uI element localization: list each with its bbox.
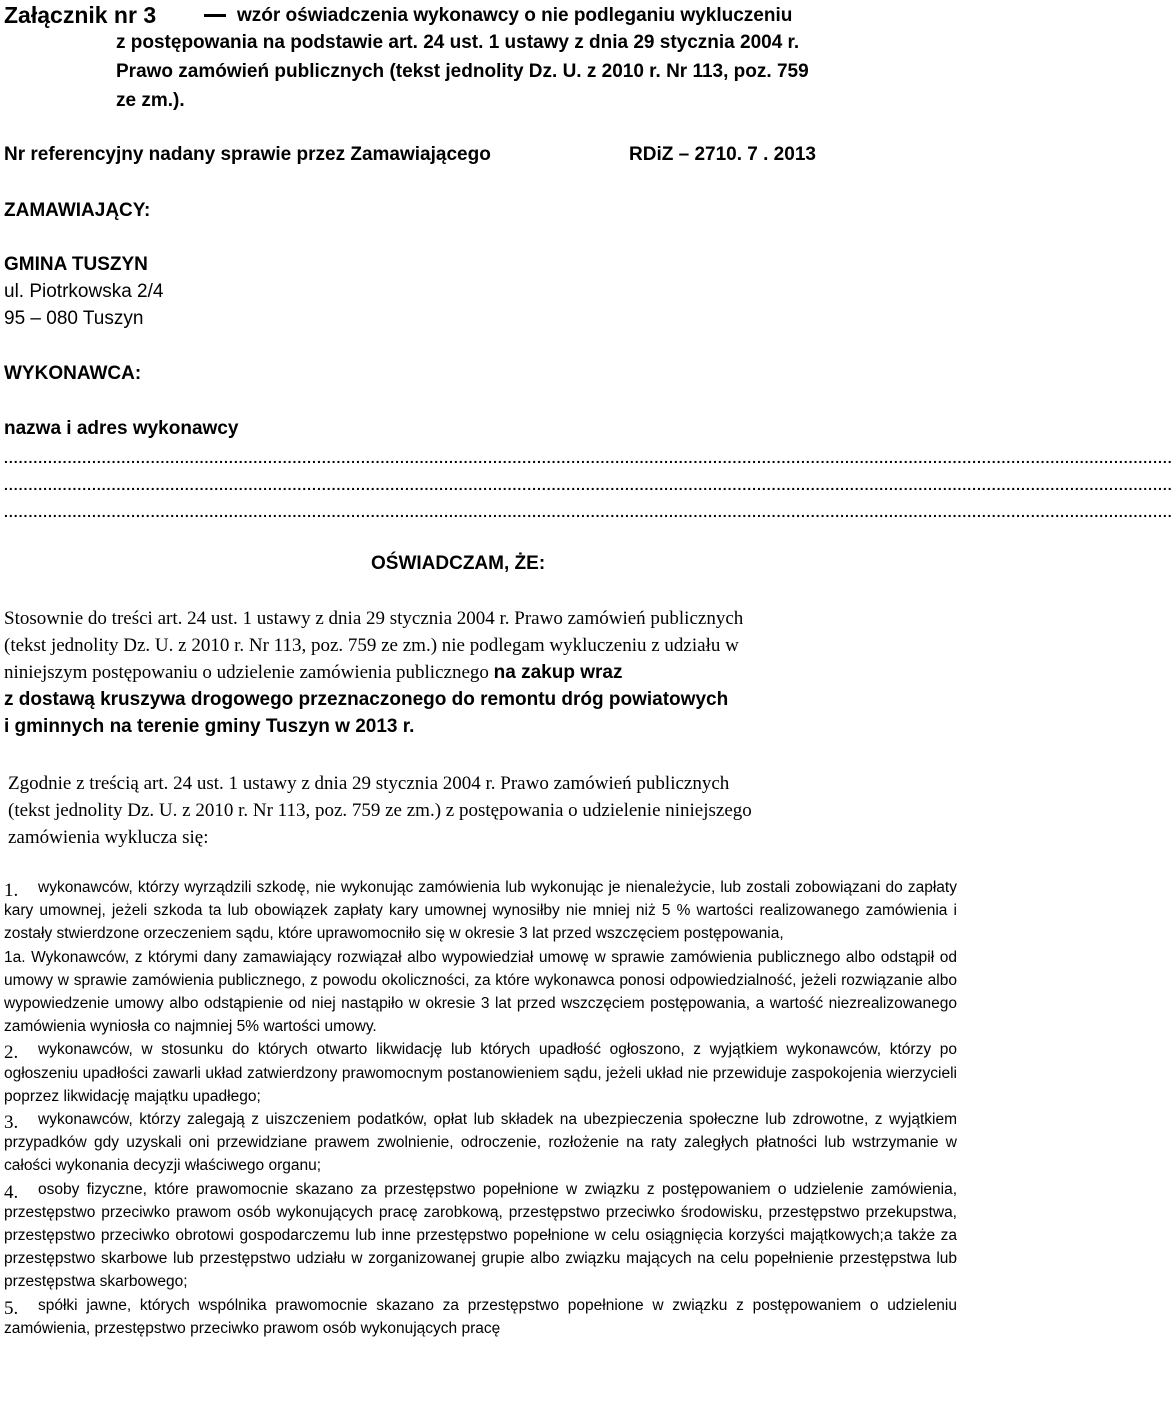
law-intro-line-3: zamówienia wyklucza się: bbox=[8, 827, 209, 848]
list-item-text: wykonawców, w stosunku do których otwarto likwidację lub których upadłość ogłoszono, z wyjątkiem wykonawców, którzy po ogłoszeniu upadłości zawarli układ zatwierdzony prawomocnym postanowieniem sądu, jeżeli układ nie przewiduje zaspokojenia wierzycieli poprzez likwidację majątku upadłego; bbox=[4, 1041, 957, 1105]
list-item-number: 1. bbox=[4, 880, 19, 901]
contractor-dotted-line-3: ............................................................................................................................................................................................................................................... bbox=[4, 504, 1173, 520]
list-item bbox=[4, 1108, 957, 1178]
list-item bbox=[4, 1294, 957, 1340]
header-title-line4: ze zm.). bbox=[116, 90, 185, 111]
contractor-dotted-line-1: ............................................................................................................................................................................................................................................... bbox=[4, 450, 1173, 466]
list-item bbox=[4, 1178, 957, 1294]
list-item-number: 5. bbox=[4, 1297, 19, 1319]
buyer-name: GMINA TUSZYN bbox=[4, 254, 148, 275]
header-title-line2: z postępowania na podstawie art. 24 ust. 1 ustawy z dnia 29 stycznia 2004 r. bbox=[116, 32, 800, 53]
contractor-dotted-line-2: ............................................................................................................................................................................................................................................... bbox=[4, 477, 1173, 493]
list-item bbox=[4, 1038, 957, 1108]
law-intro bbox=[8, 770, 954, 851]
list-item-text: osoby fizyczne, które prawomocnie skazano za przestępstwo popełnione w związku z postępowaniem o udzielenie zamówienia, przestępstwo przeciwko prawom osób wykonujących pracę zarobkową, przestępstwo przeciwko środowisku, przestępstwo przekupstwa, przestępstwo przeciwko obrotowi gospodarczemu lub inne przestępstwo popełnione w celu osiągnięcia korzyści majątkowych;a także za przestępstwo skarbowe lub przestępstwo udziału w zorganizowanej grupie albo związku mających na celu popełnienie przestępstwa lub przestępstwa skarbowego; bbox=[4, 1180, 957, 1291]
declaration-subject-line-2: z dostawą kruszywa drogowego przeznaczonego do remontu dróg powiatowych bbox=[4, 689, 729, 710]
law-intro-line-1: Zgodnie z treścią art. 24 ust. 1 ustawy z dnia 29 stycznia 2004 r. Prawo zamówień publicznych bbox=[8, 773, 730, 794]
law-intro-line-2: (tekst jednolity Dz. U. z 2010 r. Nr 113, poz. 759 ze zm.) z postępowania o udzielenie niniejszego bbox=[8, 800, 752, 821]
list-item bbox=[4, 946, 957, 1039]
declaration-line-2: (tekst jednolity Dz. U. z 2010 r. Nr 113, poz. 759 ze zm.) nie podlegam wykluczeniu z udziału w bbox=[4, 635, 739, 656]
buyer-street: ul. Piotrkowska 2/4 bbox=[4, 281, 164, 302]
contractor-heading: WYKONAWCA: bbox=[4, 363, 142, 384]
buyer-heading: ZAMAWIAJĄCY: bbox=[4, 200, 151, 221]
header-title-line1: wzór oświadczenia wykonawcy o nie podleganiu wykluczeniu bbox=[237, 5, 793, 26]
list-item-text: wykonawców, którzy zalegają z uiszczeniem podatków, opłat lub składek na ubezpieczenia społeczne lub zdrowotne, z wyjątkiem przypadków gdy uzyskali oni przewidziane prawem zwolnienie, odroczenie, rozłożenie na raty zaległych płatności lub wstrzymanie w całości wykonania decyzji właściwego organu; bbox=[4, 1111, 957, 1175]
reference-value: RDiZ – 2710. 7 . 2013 bbox=[629, 144, 816, 165]
list-item bbox=[4, 876, 957, 946]
list-item-number: 4. bbox=[4, 1181, 19, 1203]
declaration-subject-line-1: na zakup wraz bbox=[493, 662, 623, 683]
list-item-text: 1a. Wykonawców, z którymi dany zamawiający rozwiązał albo wypowiedział umowę w sprawie zamówienia publicznego albo odstąpił od umowy w sprawie zamówienia publicznego, z powodu okoliczności, za które wykonawca ponosi odpowiedzialność, jeżeli rozwiązanie albo wypowiedzenie umowy albo odstąpienie od niej nastąpiło w okresie 3 lat przed wszczęciem postępowania, a wartość niezrealizowanego zamówienia wyniosła co najmniej 5% wartości umowy. bbox=[4, 948, 957, 1036]
header-title-line3: Prawo zamówień publicznych (tekst jednolity Dz. U. z 2010 r. Nr 113, poz. 759 bbox=[116, 61, 809, 82]
declaration-paragraph bbox=[4, 605, 950, 740]
reference-label: Nr referencyjny nadany sprawie przez Zamawiającego bbox=[4, 144, 491, 165]
list-item-number: 3. bbox=[4, 1112, 19, 1134]
declaration-line-1: Stosownie do treści art. 24 ust. 1 ustawy z dnia 29 stycznia 2004 r. Prawo zamówień publicznych bbox=[4, 608, 744, 629]
declaration-subject-line-3: i gminnych na terenie gminy Tuszyn w 2013 r. bbox=[4, 716, 415, 737]
attachment-number: Załącznik nr 3 bbox=[4, 2, 157, 28]
buyer-city: 95 – 080 Tuszyn bbox=[4, 308, 144, 329]
exclusions-list bbox=[4, 876, 957, 1340]
list-item-text: spółki jawne, których wspólnika prawomocnie skazano za przestępstwo popełnione w związku z postępowaniem o udzieleniu zamówienia, przestępstwo przeciwko prawom osób wykonujących pracę bbox=[4, 1296, 957, 1337]
list-item-number: 2. bbox=[4, 1042, 19, 1064]
contractor-field-label: nazwa i adres wykonawcy bbox=[4, 418, 239, 439]
title-dash bbox=[204, 14, 226, 17]
document-header bbox=[4, 2, 954, 115]
list-item-text: wykonawców, którzy wyrządzili szkodę, nie wykonując zamówienia lub wykonując je nienależycie, lub zostali zobowiązani do zapłaty kary umownej, jeżeli szkoda ta lub obowiązek zapłaty kary umownej wynosiłby nie mniej niż 5 % wartości realizowanego zamówienia i zostały stwierdzone orzeczeniem sądu, które uprawomocniło się w okresie 3 lat przed wszczęciem postępowania, bbox=[4, 879, 957, 943]
declaration-heading: OŚWIADCZAM, ŻE: bbox=[371, 553, 546, 574]
declaration-line-3: niniejszym postępowaniu o udzielenie zamówienia publicznego bbox=[4, 662, 494, 683]
reference-row bbox=[4, 143, 954, 167]
